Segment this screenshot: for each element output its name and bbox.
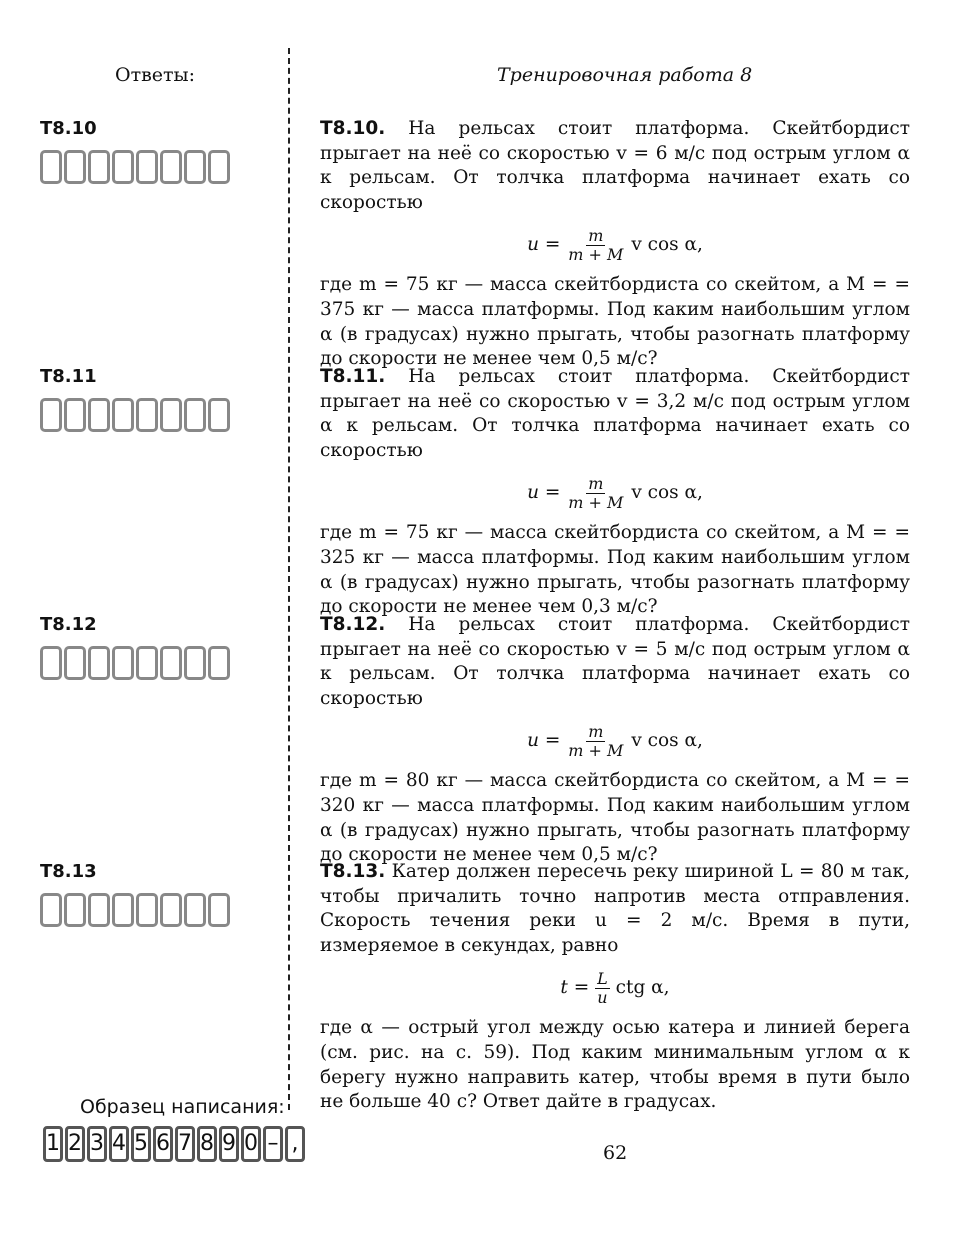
formula <box>320 225 910 265</box>
sample-char: 9 <box>219 1126 239 1162</box>
column-divider <box>288 48 290 1110</box>
task-question: где m = 80 кг — масса скейтбордиста со скейтом, а M = = 320 кг — масса платформы. Под каким наибольшим углом α (в градусах) нужно прыгать, чтобы разогнать платформу до скорости не менее чем 0,5 м/с? <box>320 770 910 866</box>
answer-box[interactable] <box>208 398 230 432</box>
task-question: где m = 75 кг — масса скейтбордиста со скейтом, а M = = 375 кг — масса платформы. Под каким наибольшим углом α (в градусах) нужно прыгать, чтобы разогнать платформу до скорости не менее чем 0,5 м/с? <box>320 274 910 370</box>
fraction-denominator: m + M <box>568 244 624 264</box>
answer-box[interactable] <box>40 398 62 432</box>
answer-box[interactable] <box>112 398 134 432</box>
answer-box[interactable] <box>136 398 158 432</box>
sample-char: 1 <box>43 1126 63 1162</box>
work-title: Тренировочная работа 8 <box>497 64 753 86</box>
answer-box[interactable] <box>88 398 110 432</box>
task-t8-11 <box>320 365 910 620</box>
answer-box[interactable] <box>184 150 206 184</box>
answer-box[interactable] <box>136 646 158 680</box>
answer-boxes-t8-11[interactable] <box>40 398 232 432</box>
task-lead: На рельсах стоит платформа. Скейтбордист прыгает на неё со скоростью v = 6 м/с под острым углом α к рельсам. От толчка платформа начинает ехать со скоростью <box>320 118 910 213</box>
task-t8-12 <box>320 613 910 868</box>
answer-box[interactable] <box>184 646 206 680</box>
formula-rhs: v cos α, <box>631 234 703 256</box>
answer-box[interactable] <box>208 150 230 184</box>
answer-box[interactable] <box>208 646 230 680</box>
formula-lhs: u = <box>527 234 561 256</box>
sample-char: 4 <box>109 1126 129 1162</box>
answer-box[interactable] <box>160 646 182 680</box>
sample-char: – <box>263 1126 283 1162</box>
formula-fraction <box>595 970 610 1007</box>
answer-boxes-t8-12[interactable] <box>40 646 232 680</box>
formula-rhs: v cos α, <box>631 730 703 752</box>
sample-char: 5 <box>131 1126 151 1162</box>
answer-boxes-t8-10[interactable] <box>40 150 232 184</box>
sample-char: 0 <box>241 1126 261 1162</box>
answer-box[interactable] <box>88 893 110 927</box>
sample-writing-label: Образец написания: <box>80 1096 285 1118</box>
answer-box[interactable] <box>64 893 86 927</box>
formula-rhs: v cos α, <box>631 482 703 504</box>
task-statement <box>320 613 910 711</box>
formula-lhs: t = <box>560 977 590 999</box>
answer-box[interactable] <box>136 150 158 184</box>
fraction-numerator: m <box>588 721 604 741</box>
fraction-numerator: m <box>588 225 604 245</box>
formula-lhs: u = <box>527 730 561 752</box>
fraction-denominator: u <box>597 987 608 1007</box>
sample-char: 2 <box>65 1126 85 1162</box>
answer-label-t8-11: T8.11 <box>40 366 97 387</box>
answer-box[interactable] <box>160 150 182 184</box>
task-statement <box>320 117 910 215</box>
formula <box>320 721 910 761</box>
answer-box[interactable] <box>112 150 134 184</box>
answer-box[interactable] <box>40 646 62 680</box>
sample-writing-row <box>43 1126 307 1162</box>
formula-fraction <box>566 723 625 760</box>
task-tag: T8.11. <box>320 366 386 387</box>
answer-box[interactable] <box>184 893 206 927</box>
answer-box[interactable] <box>40 150 62 184</box>
answer-box[interactable] <box>88 150 110 184</box>
task-t8-13 <box>320 860 910 1115</box>
answer-box[interactable] <box>160 893 182 927</box>
answer-box[interactable] <box>64 398 86 432</box>
formula-rhs: ctg α, <box>615 977 670 999</box>
answer-label-t8-12: T8.12 <box>40 614 97 635</box>
answer-box[interactable] <box>112 893 134 927</box>
task-tag: T8.12. <box>320 614 386 635</box>
sample-char: 3 <box>87 1126 107 1162</box>
answer-box[interactable] <box>40 893 62 927</box>
task-t8-10 <box>320 117 910 372</box>
task-lead: На рельсах стоит платформа. Скейтбордист прыгает на неё со скоростью v = 3,2 м/с под острым углом α к рельсам. От толчка платформа начинает ехать со скоростью <box>320 366 910 461</box>
task-statement <box>320 860 910 958</box>
task-lead: Катер должен пересечь реку шириной L = 80 м так, чтобы причалить точно напротив места отправления. Скорость течения реки u = 2 м/с. Время в пути, измеряемое в секундах, равно <box>320 861 910 956</box>
answer-box[interactable] <box>88 646 110 680</box>
fraction-numerator: L <box>597 968 608 988</box>
fraction-numerator: m <box>588 473 604 493</box>
answer-box[interactable] <box>112 646 134 680</box>
answer-label-t8-13: T8.13 <box>40 861 97 882</box>
answer-box[interactable] <box>64 646 86 680</box>
task-tag: T8.10. <box>320 118 386 139</box>
answer-boxes-t8-13[interactable] <box>40 893 232 927</box>
answer-box[interactable] <box>184 398 206 432</box>
sample-char: 7 <box>175 1126 195 1162</box>
answers-header: Ответы: <box>115 64 196 86</box>
task-tag: T8.13. <box>320 861 386 882</box>
fraction-denominator: m + M <box>568 740 624 760</box>
task-question: где m = 75 кг — масса скейтбордиста со скейтом, а M = = 325 кг — масса платформы. Под каким наибольшим углом α (в градусах) нужно прыгать, чтобы разогнать платформу до скорости не менее чем 0,3 м/с? <box>320 522 910 618</box>
answer-box[interactable] <box>136 893 158 927</box>
answer-box[interactable] <box>160 398 182 432</box>
sample-char: 6 <box>153 1126 173 1162</box>
answer-box[interactable] <box>208 893 230 927</box>
sample-char: , <box>285 1126 305 1162</box>
fraction-denominator: m + M <box>568 492 624 512</box>
formula <box>320 473 910 513</box>
answer-label-t8-10: T8.10 <box>40 118 97 139</box>
page-number: 62 <box>603 1142 628 1164</box>
formula <box>320 968 910 1008</box>
formula-lhs: u = <box>527 482 561 504</box>
task-question: где α — острый угол между осью катера и линией берега (см. рис. на с. 59). Под каким минимальным углом α к берегу нужно направить катер, чтобы время в пути было не больше 40 с? Ответ дайте в градусах. <box>320 1017 910 1113</box>
task-statement <box>320 365 910 463</box>
formula-fraction <box>566 475 625 512</box>
answer-box[interactable] <box>64 150 86 184</box>
sample-char: 8 <box>197 1126 217 1162</box>
formula-fraction <box>566 227 625 264</box>
task-lead: На рельсах стоит платформа. Скейтбордист прыгает на неё со скоростью v = 5 м/с под острым углом α к рельсам. От толчка платформа начинает ехать со скоростью <box>320 614 910 709</box>
